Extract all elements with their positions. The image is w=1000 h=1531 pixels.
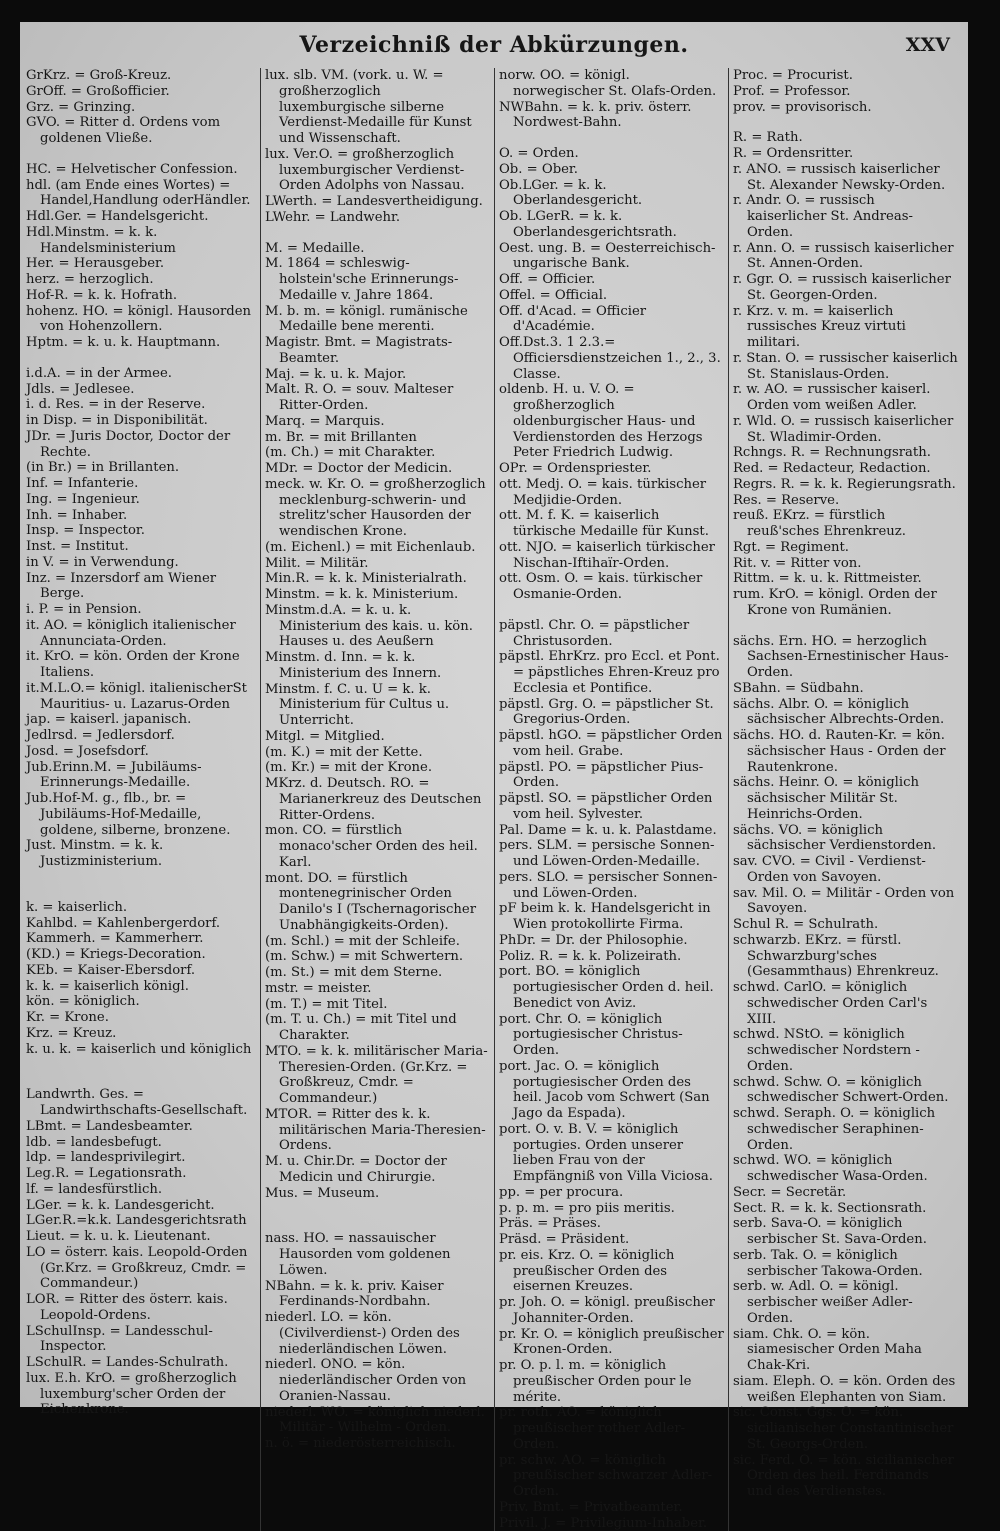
abbreviation-entry: lux. slb. VM. (vork. u. W. = großherzoglich luxemburgische silberne Verdienst-Medaille für Kunst und Wissenschaft. [265,68,490,147]
abbreviation-entry: sic. Ferd. O. = kön. sicilianischer Orden des heil. Ferdinands und des Verdienstes. [733,1453,958,1500]
abbreviation-entry: Landwrth. Ges. = Landwirthschafts-Gesellschaft. [26,1087,256,1119]
abbreviation-entry: Inf. = Infanterie. [26,476,256,492]
abbreviation-entry: Jub.Hof-M. g., flb., br. = Jubiläums-Hof-Medaille, goldene, silberne, bronzene. [26,791,256,838]
abbreviation-entry: (m. K.) = mit der Kette. [265,745,490,761]
abbreviation-entry: Marq. = Marquis. [265,414,490,430]
section-gap [499,603,724,618]
abbreviation-entry: Inst. = Institut. [26,539,256,555]
abbreviation-entry: Poliz. R. = k. k. Polizeirath. [499,949,724,965]
abbreviation-entry: kön. = königlich. [26,994,256,1010]
abbreviation-entry: Privil. J. = Privilegium-Inhaber. [499,1516,724,1531]
column-4 [728,68,962,1531]
abbreviation-entry: MKrz. d. Deutsch. RO. = Marianerkreuz des Deutschen Ritter-Ordens. [265,776,490,823]
abbreviation-entry: Josd. = Josefsdorf. [26,744,256,760]
abbreviation-entry: it. AO. = königlich italienischer Annunciata-Orden. [26,618,256,650]
abbreviation-entry: lux. E.h. KrO. = großherzoglich luxemburg'scher Orden der Eichenkrone. [26,1371,256,1418]
abbreviation-entry: Malt. R. O. = souv. Malteser Ritter-Orden. [265,382,490,414]
abbreviation-entry: sav. CVO. = Civil - Verdienst-Orden von Savoyen. [733,854,958,886]
abbreviation-entry: M. u. Chir.Dr. = Doctor der Medicin und Chirurgie. [265,1154,490,1186]
abbreviation-entry: Grz. = Grinzing. [26,100,256,116]
abbreviation-entry: Rchngs. R. = Rechnungsrath. [733,445,958,461]
column-1 [22,68,260,1531]
abbreviation-entry: päpstl. SO. = päpstlicher Orden vom heil. Sylvester. [499,791,724,823]
section-gap [499,131,724,146]
abbreviation-entry: GrKrz. = Groß-Kreuz. [26,68,256,84]
abbreviation-entry: M. = Medaille. [265,241,490,257]
abbreviation-entry: Red. = Redacteur, Redaction. [733,461,958,477]
abbreviation-entry: reuß. EKrz. = fürstlich reuß'sches Ehrenkreuz. [733,508,958,540]
abbreviation-entry: (m. St.) = mit dem Sterne. [265,965,490,981]
abbreviation-entry: ldp. = landesprivilegirt. [26,1150,256,1166]
abbreviation-entry: Rittm. = k. u. k. Rittmeister. [733,571,958,587]
abbreviation-entry: r. w. AO. = russischer kaiserl. Orden vom weißen Adler. [733,382,958,414]
abbreviation-entry: Minstm. = k. k. Ministerium. [265,587,490,603]
abbreviation-entry: Off.Dst.3. 1 2.3.= Officiersdienstzeichen 1., 2., 3. Classe. [499,335,724,382]
abbreviation-entry: Offel. = Official. [499,288,724,304]
abbreviation-entry: sächs. VO. = königlich sächsischer Verdienstorden. [733,823,958,855]
abbreviation-entry: Minstm. f. C. u. U = k. k. Ministerium für Cultus u. Unterricht. [265,682,490,729]
abbreviation-entry: Minstm.d.A. = k. u. k. Ministerium des kais. u. kön. Hauses u. des Aeußern [265,603,490,650]
abbreviation-entry: SBahn. = Südbahn. [733,681,958,697]
abbreviation-entry: Jedlrsd. = Jedlersdorf. [26,728,256,744]
abbreviation-entry: sächs. HO. d. Rauten-Kr. = kön. sächsischer Haus - Orden der Rautenkrone. [733,728,958,775]
abbreviation-entry: päpstl. PO. = päpstlicher Pius-Orden. [499,760,724,792]
abbreviation-entry: LOR. = Ritter des österr. kais. Leopold-Ordens. [26,1292,256,1324]
abbreviation-entry: meck. w. Kr. O. = großherzoglich mecklenburg-schwerin- und strelitz'scher Hausorden der wendischen Krone. [265,477,490,540]
abbreviation-entry: JDr. = Juris Doctor, Doctor der Rechte. [26,429,256,461]
abbreviation-entry: r. Stan. O. = russischer kaiserlich St. Stanislaus-Orden. [733,351,958,383]
abbreviation-entry: lux. Ver.O. = großherzoglich luxemburgischer Verdienst-Orden Adolphs von Nassau. [265,147,490,194]
abbreviation-entry: Rit. v. = Ritter von. [733,556,958,572]
abbreviation-entry: R. = Ordensritter. [733,146,958,162]
abbreviation-entry: schwd. WO. = königlich schwedischer Wasa-Orden. [733,1153,958,1185]
section-gap [26,870,256,885]
abbreviation-entry: schwd. Schw. O. = königlich schwedischer Schwert-Orden. [733,1075,958,1107]
abbreviation-entry: Proc. = Procurist. [733,68,958,84]
abbreviation-entry: Hdl.Ger. = Handelsgericht. [26,209,256,225]
abbreviation-entry: sav. Mil. O. = Militär - Orden von Savoyen. [733,886,958,918]
abbreviation-entry: Priv. Bmt. = Privatbeamter. [499,1500,724,1516]
abbreviation-entry: Hof-R. = k. k. Hofrath. [26,288,256,304]
abbreviation-entry: i.d.A. = in der Armee. [26,366,256,382]
abbreviation-entry: r. Ggr. O. = russisch kaiserlicher St. Georgen-Orden. [733,272,958,304]
abbreviation-entry: schwd. Seraph. O. = königlich schwedischer Seraphinen-Orden. [733,1106,958,1153]
abbreviation-entry: ott. Osm. O. = kais. türkischer Osmanie-Orden. [499,571,724,603]
abbreviation-entry: KEb. = Kaiser-Ebersdorf. [26,963,256,979]
abbreviation-entry: MTO. = k. k. militärischer Maria-Theresien-Orden. (Gr.Krz. = Großkreuz, Cmdr. = Commandeur.) [265,1044,490,1107]
abbreviation-entry: NBahn. = k. k. priv. Kaiser Ferdinands-Nordbahn. [265,1279,490,1311]
abbreviation-entry: MTOR. = Ritter des k. k. militärischen Maria-Theresien-Ordens. [265,1107,490,1154]
abbreviation-entry: jap. = kaiserl. japanisch. [26,712,256,728]
abbreviation-entry: päpstl. EhrKrz. pro Eccl. et Pont. = päpstliches Ehren-Kreuz pro Ecclesia et Pontifice. [499,649,724,696]
abbreviation-entry: Mitgl. = Mitglied. [265,729,490,745]
abbreviation-entry: Kr. = Krone. [26,1010,256,1026]
abbreviation-entry: r. Wld. O. = russisch kaiserlicher St. Wladimir-Orden. [733,414,958,446]
abbreviation-entry: pp. = per procura. [499,1185,724,1201]
abbreviation-entry: schwd. NStO. = königlich schwedischer Nordstern - Orden. [733,1027,958,1074]
abbreviation-entry: oldenb. H. u. V. O. = großherzoglich oldenburgischer Haus- und Verdienstorden des Herzogs Peter Friedrich Ludwig. [499,382,724,461]
abbreviation-entry: port. Chr. O. = königlich portugiesischer Christus-Orden. [499,1012,724,1059]
abbreviation-entry: M. b. m. = königl. rumänische Medaille bene merenti. [265,304,490,336]
abbreviation-entry: (KD.) = Kriegs-Decoration. [26,947,256,963]
abbreviation-entry: (m. Ch.) = mit Charakter. [265,445,490,461]
abbreviation-entry: Präs. = Präses. [499,1216,724,1232]
abbreviation-entry: Pal. Dame = k. u. k. Palastdame. [499,823,724,839]
abbreviation-columns [22,68,962,1401]
abbreviation-entry: (m. Kr.) = mit der Krone. [265,760,490,776]
abbreviation-entry: k. k. = kaiserlich königl. [26,979,256,995]
abbreviation-entry: Kahlbd. = Kahlenbergerdorf. [26,916,256,932]
abbreviation-entry: (m. Schw.) = mit Schwertern. [265,949,490,965]
abbreviation-entry: Minstm. d. Inn. = k. k. Ministerium des Innern. [265,650,490,682]
abbreviation-entry: Regrs. R. = k. k. Regierungsrath. [733,477,958,493]
abbreviation-entry: serb. Tak. O. = königlich serbischer Takowa-Orden. [733,1248,958,1280]
abbreviation-entry: LO = österr. kais. Leopold-Orden (Gr.Krz. = Großkreuz, Cmdr. = Commandeur.) [26,1245,256,1292]
abbreviation-entry: sächs. Albr. O. = königlich sächsischer Albrechts-Orden. [733,697,958,729]
abbreviation-entry: niederl. ONO. = kön. niederländischer Orden von Oranien-Nassau. [265,1357,490,1404]
document-page [20,22,968,1407]
abbreviation-entry: päpstl. Chr. O. = päpstlicher Christusorden. [499,618,724,650]
page-number: XXV [906,34,950,56]
abbreviation-entry: Krz. = Kreuz. [26,1026,256,1042]
abbreviation-entry: ott. M. f. K. = kaiserlich türkische Medaille für Kunst. [499,508,724,540]
section-gap [26,1072,256,1087]
abbreviation-entry: OPr. = Ordenspriester. [499,461,724,477]
abbreviation-entry: MDr. = Doctor der Medicin. [265,461,490,477]
abbreviation-entry: mon. CO. = fürstlich monaco'scher Orden des heil. Karl. [265,823,490,870]
abbreviation-entry: it.M.L.O.= königl. italienischerSt Mauritius- u. Lazarus-Orden [26,681,256,713]
abbreviation-entry: Insp. = Inspector. [26,523,256,539]
abbreviation-entry: hdl. (am Ende eines Wortes) = Handel,Handlung oderHändler. [26,178,256,210]
abbreviation-entry: mstr. = meister. [265,981,490,997]
abbreviation-entry: k. = kaiserlich. [26,900,256,916]
abbreviation-entry: port. Jac. O. = königlich portugiesischer Orden des heil. Jacob vom Schwert (San Jago da Espada). [499,1059,724,1122]
abbreviation-entry: Ob.LGer. = k. k. Oberlandesgericht. [499,178,724,210]
abbreviation-entry: prov. = provisorisch. [733,100,958,116]
abbreviation-entry: port. BO. = königlich portugiesischer Orden d. heil. Benedict von Aviz. [499,964,724,1011]
abbreviation-entry: (in Br.) = in Brillanten. [26,460,256,476]
abbreviation-entry: (m. T.) = mit Titel. [265,997,490,1013]
abbreviation-entry: Res. = Reserve. [733,493,958,509]
abbreviation-entry: LSchulInsp. = Landesschul-Inspector. [26,1324,256,1356]
abbreviation-entry: in V. = in Verwendung. [26,555,256,571]
abbreviation-entry: ldb. = landesbefugt. [26,1135,256,1151]
abbreviation-entry: nass. HO. = nassauischer Hausorden vom goldenen Löwen. [265,1231,490,1278]
abbreviation-entry: LGer. = k. k. Landesgericht. [26,1198,256,1214]
abbreviation-entry: Inh. = Inhaber. [26,508,256,524]
abbreviation-entry: pF beim k. k. Handelsgericht in Wien protokollirte Firma. [499,901,724,933]
abbreviation-entry: schwd. CarlO. = königlich schwedischer Orden Carl's XIII. [733,980,958,1027]
abbreviation-entry: pers. SLO. = persischer Sonnen- und Löwen-Orden. [499,870,724,902]
abbreviation-entry: Jub.Erinn.M. = Jubiläums-Erinnerungs-Medaille. [26,760,256,792]
abbreviation-entry: pr. Joh. O. = königl. preußischer Johanniter-Orden. [499,1295,724,1327]
abbreviation-entry: Secr. = Secretär. [733,1185,958,1201]
abbreviation-entry: Ing. = Ingenieur. [26,492,256,508]
abbreviation-entry: Rgt. = Regiment. [733,540,958,556]
abbreviation-entry: Off. = Officier. [499,272,724,288]
abbreviation-entry: ott. NJO. = kaiserlich türkischer Nischan-Iftihaïr-Orden. [499,540,724,572]
abbreviation-entry: sächs. Ern. HO. = herzoglich Sachsen-Ernestinischer Haus-Orden. [733,634,958,681]
abbreviation-entry: pr. roth. AO. = königlich preußischer rother Adler-Orden. [499,1405,724,1452]
abbreviation-entry: siam. Chk. O. = kön. siamesischer Orden Maha Chak-Kri. [733,1327,958,1374]
abbreviation-entry: Ob. LGerR. = k. k. Oberlandesgerichtsrath. [499,209,724,241]
abbreviation-entry: rum. KrO. = königl. Orden der Krone von Rumänien. [733,587,958,619]
abbreviation-entry: schwarzb. EKrz. = fürstl. Schwarzburg'sches (Gesammthaus) Ehrenkreuz. [733,933,958,980]
abbreviation-entry: Maj. = k. u. k. Major. [265,367,490,383]
section-gap [26,351,256,366]
abbreviation-entry: lf. = landesfürstlich. [26,1182,256,1198]
abbreviation-entry: Lieut. = k. u. k. Lieutenant. [26,1229,256,1245]
abbreviation-entry: päpstl. Grg. O. = päpstlicher St. Gregorius-Orden. [499,697,724,729]
abbreviation-entry: pr. schw. AO. = königlich preußischer schwarzer Adler-Orden. [499,1453,724,1500]
section-gap [265,226,490,241]
abbreviation-entry: (m. Eichenl.) = mit Eichenlaub. [265,540,490,556]
abbreviation-entry: Just. Minstm. = k. k. Justizministerium. [26,838,256,870]
abbreviation-entry: (m. Schl.) = mit der Schleife. [265,934,490,950]
abbreviation-entry: sic. Const. Ggs. O. = kön. sicilianischer Constantinischer St. Georgs-Orden. [733,1405,958,1452]
abbreviation-entry: päpstl. hGO. = päpstlicher Orden vom heil. Grabe. [499,728,724,760]
abbreviation-entry: n. ö. = niederösterreichisch. [265,1436,490,1452]
abbreviation-entry: Off. d'Acad. = Officier d'Académie. [499,304,724,336]
abbreviation-entry: Mus. = Museum. [265,1186,490,1202]
abbreviation-entry: GrOff. = Großofficier. [26,84,256,100]
abbreviation-entry: Oest. ung. B. = Oesterreichisch-ungarische Bank. [499,241,724,273]
abbreviation-entry: Leg.R. = Legationsrath. [26,1166,256,1182]
abbreviation-entry: in Disp. = in Disponibilität. [26,413,256,429]
abbreviation-entry: NWBahn. = k. k. priv. österr. Nordwest-Bahn. [499,100,724,132]
abbreviation-entry: LBmt. = Landesbeamter. [26,1119,256,1135]
abbreviation-entry: Min.R. = k. k. Ministerialrath. [265,571,490,587]
abbreviation-entry: Hptm. = k. u. k. Hauptmann. [26,335,256,351]
abbreviation-entry: r. Andr. O. = russisch kaiserlicher St. Andreas-Orden. [733,193,958,240]
abbreviation-entry: Jdls. = Jedlesee. [26,382,256,398]
column-2 [260,68,494,1531]
abbreviation-entry: Prof. = Professor. [733,84,958,100]
abbreviation-entry: pr. O. p. l. m. = königlich preußischer Orden pour le mérite. [499,1358,724,1405]
abbreviation-entry: Inz. = Inzersdorf am Wiener Berge. [26,571,256,603]
abbreviation-entry: hohenz. HO. = königl. Hausorden von Hohenzollern. [26,304,256,336]
section-gap [733,115,958,130]
abbreviation-entry: siam. Eleph. O. = kön. Orden des weißen Elephanten von Siam. [733,1374,958,1406]
abbreviation-entry: serb. w. Adl. O. = königl. serbischer weißer Adler-Orden. [733,1279,958,1326]
abbreviation-entry: Ob. = Ober. [499,162,724,178]
section-gap [265,1216,490,1231]
page-title: Verzeichniß der Abkürzungen. [20,32,968,58]
abbreviation-entry: i. d. Res. = in der Reserve. [26,397,256,413]
abbreviation-entry: r. Krz. v. m. = kaiserlich russisches Kreuz virtuti militari. [733,304,958,351]
abbreviation-entry: Hdl.Minstm. = k. k. Handelsministerium [26,225,256,257]
abbreviation-entry: Milit. = Militär. [265,556,490,572]
abbreviation-entry: i. P. = in Pension. [26,602,256,618]
abbreviation-entry: Her. = Herausgeber. [26,256,256,272]
abbreviation-entry: herz. = herzoglich. [26,272,256,288]
section-gap [265,1201,490,1216]
abbreviation-entry: pr. eis. Krz. O. = königlich preußischer Orden des eisernen Kreuzes. [499,1248,724,1295]
abbreviation-entry: pers. SLM. = persische Sonnen- und Löwen-Orden-Medaille. [499,838,724,870]
abbreviation-entry: LGer.R.=k.k. Landesgerichtsrath [26,1213,256,1229]
abbreviation-entry: k. u. k. = kaiserlich und königlich [26,1042,256,1058]
abbreviation-entry: p. p. m. = pro piis meritis. [499,1201,724,1217]
abbreviation-entry: GVO. = Ritter d. Ordens vom goldenen Vließe. [26,115,256,147]
column-3 [494,68,728,1531]
section-gap [26,885,256,900]
abbreviation-entry: Kammerh. = Kammerherr. [26,931,256,947]
abbreviation-entry: niederl. WO. = königlich niederl. Militär - Wilhelm - Orden. [265,1405,490,1437]
abbreviation-entry: O. = Orden. [499,146,724,162]
abbreviation-entry: Präsd. = Präsident. [499,1232,724,1248]
abbreviation-entry: LWehr. = Landwehr. [265,210,490,226]
abbreviation-entry: ott. Medj. O. = kais. türkischer Medjidie-Orden. [499,477,724,509]
abbreviation-entry: norw. OO. = königl. norwegischer St. Olafs-Orden. [499,68,724,100]
abbreviation-entry: LSchulR. = Landes-Schulrath. [26,1355,256,1371]
section-gap [26,147,256,162]
abbreviation-entry: Sect. R. = k. k. Sectionsrath. [733,1201,958,1217]
abbreviation-entry: Magistr. Bmt. = Magistrats-Beamter. [265,335,490,367]
abbreviation-entry: r. ANO. = russisch kaiserlicher St. Alexander Newsky-Orden. [733,162,958,194]
abbreviation-entry: LWerth. = Landesvertheidigung. [265,194,490,210]
abbreviation-entry: niederl. LO. = kön. (Civilverdienst-) Orden des niederländischen Löwen. [265,1310,490,1357]
abbreviation-entry: m. Br. = mit Brillanten [265,430,490,446]
abbreviation-entry: r. Ann. O. = russisch kaiserlicher St. Annen-Orden. [733,241,958,273]
abbreviation-entry: serb. Sava-O. = königlich serbischer St. Sava-Orden. [733,1216,958,1248]
section-gap [26,1057,256,1072]
abbreviation-entry: (m. T. u. Ch.) = mit Titel und Charakter. [265,1012,490,1044]
abbreviation-entry: pr. Kr. O. = königlich preußischer Kronen-Orden. [499,1327,724,1359]
abbreviation-entry: sächs. Heinr. O. = königlich sächsischer Militär St. Heinrichs-Orden. [733,775,958,822]
abbreviation-entry: Schul R. = Schulrath. [733,917,958,933]
abbreviation-entry: it. KrO. = kön. Orden der Krone Italiens. [26,649,256,681]
abbreviation-entry: port. O. v. B. V. = königlich portugies. Orden unserer lieben Frau von der Empfängniß von Villa Viciosa. [499,1122,724,1185]
abbreviation-entry: PhDr. = Dr. der Philosophie. [499,933,724,949]
abbreviation-entry: HC. = Helvetischer Confession. [26,162,256,178]
abbreviation-entry: mont. DO. = fürstlich montenegrinischer Orden Danilo's I (Tschernagorischer Unabhängigkeits-Orden). [265,871,490,934]
abbreviation-entry: R. = Rath. [733,130,958,146]
abbreviation-entry: M. 1864 = schleswig-holstein'sche Erinnerungs-Medaille v. Jahre 1864. [265,256,490,303]
section-gap [733,619,958,634]
